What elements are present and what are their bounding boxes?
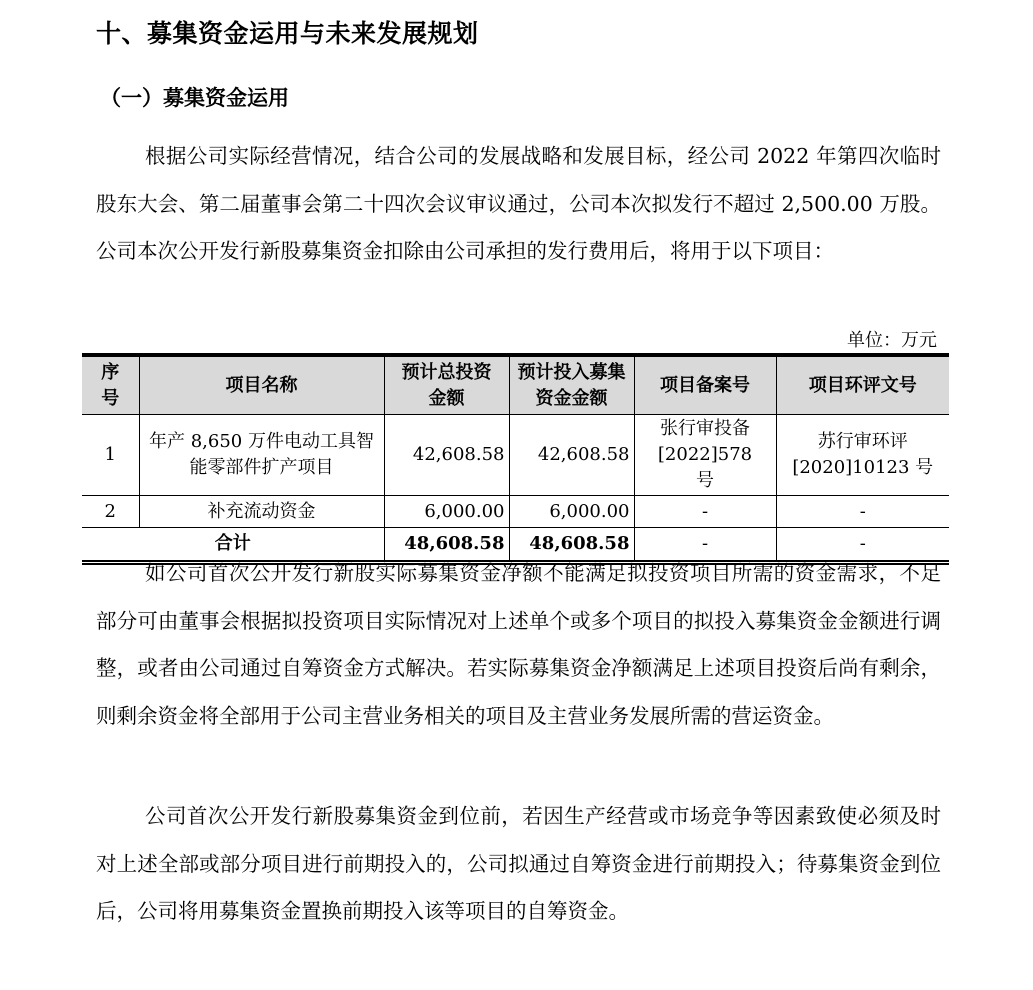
- cell-project-name: 年产 8,650 万件电动工具智能零部件扩产项目: [139, 415, 384, 496]
- header-total-investment: 预计总投资金额: [384, 355, 509, 415]
- cell-filing-number: 张行审投备[2022]578 号: [634, 415, 776, 496]
- cell-raised-investment: 42,608.58: [509, 415, 634, 496]
- subsection-title: （一）募集资金运用: [100, 86, 289, 110]
- header-eia-number: 项目环评文号: [776, 355, 949, 415]
- unit-label: 单位：万元: [847, 330, 937, 351]
- total-eia-number: -: [776, 528, 949, 563]
- cell-seq: 2: [82, 496, 139, 528]
- cell-eia-number: -: [776, 496, 949, 528]
- header-filing-number: 项目备案号: [634, 355, 776, 415]
- raised-investment-sum: 48,608.58: [509, 528, 634, 563]
- cell-eia-number: 苏行审环评[2020]10123 号: [776, 415, 949, 496]
- table-row: [82, 415, 949, 496]
- cell-raised-investment: 6,000.00: [509, 496, 634, 528]
- paragraph-funding-shortfall: 如公司首次公开发行新股实际募集资金净额不能满足拟投资项目所需的资金需求，不足部分可由董事会根据拟投资项目实际情况对上述单个或多个项目的拟投入募集资金金额进行调整，或者由公司通过自筹资金方式解决。若实际募集资金净额满足上述项目投资后尚有剩余，则剩余资金将全部用于公司主营业务相关的项目及主营业务发展所需的营运资金。: [96, 561, 941, 728]
- investment-projects-table: [82, 353, 949, 565]
- total-filing-number: -: [634, 528, 776, 563]
- header-raised-investment: 预计投入募集资金金额: [509, 355, 634, 415]
- paragraph-prior-investment: 公司首次公开发行新股募集资金到位前，若因生产经营或市场竞争等因素致使必须及时对上述全部或部分项目进行前期投入的，公司拟通过自筹资金进行前期投入；待募集资金到位后，公司将用募集资金置换前期投入该等项目的自筹资金。: [96, 804, 941, 923]
- cell-total-investment: 6,000.00: [384, 496, 509, 528]
- total-label: 合计: [82, 528, 384, 563]
- cell-filing-number: -: [634, 496, 776, 528]
- total-investment-sum: 48,608.58: [384, 528, 509, 563]
- section-title: 十、募集资金运用与未来发展规划: [96, 19, 479, 48]
- header-seq: 序号: [82, 355, 139, 415]
- intro-paragraph: 根据公司实际经营情况，结合公司的发展战略和发展目标，经公司 2022 年第四次临时股东大会、第二届董事会第二十四次会议审议通过，公司本次拟发行不超过 2,500.00 万股。公司本次公开发行新股募集资金扣除由公司承担的发行费用后，将用于以下项目：: [96, 144, 941, 263]
- table-row: [82, 496, 949, 528]
- cell-project-name: 补充流动资金: [139, 496, 384, 528]
- cell-seq: 1: [82, 415, 139, 496]
- table-header-row: [82, 355, 949, 415]
- header-project-name: 项目名称: [139, 355, 384, 415]
- cell-total-investment: 42,608.58: [384, 415, 509, 496]
